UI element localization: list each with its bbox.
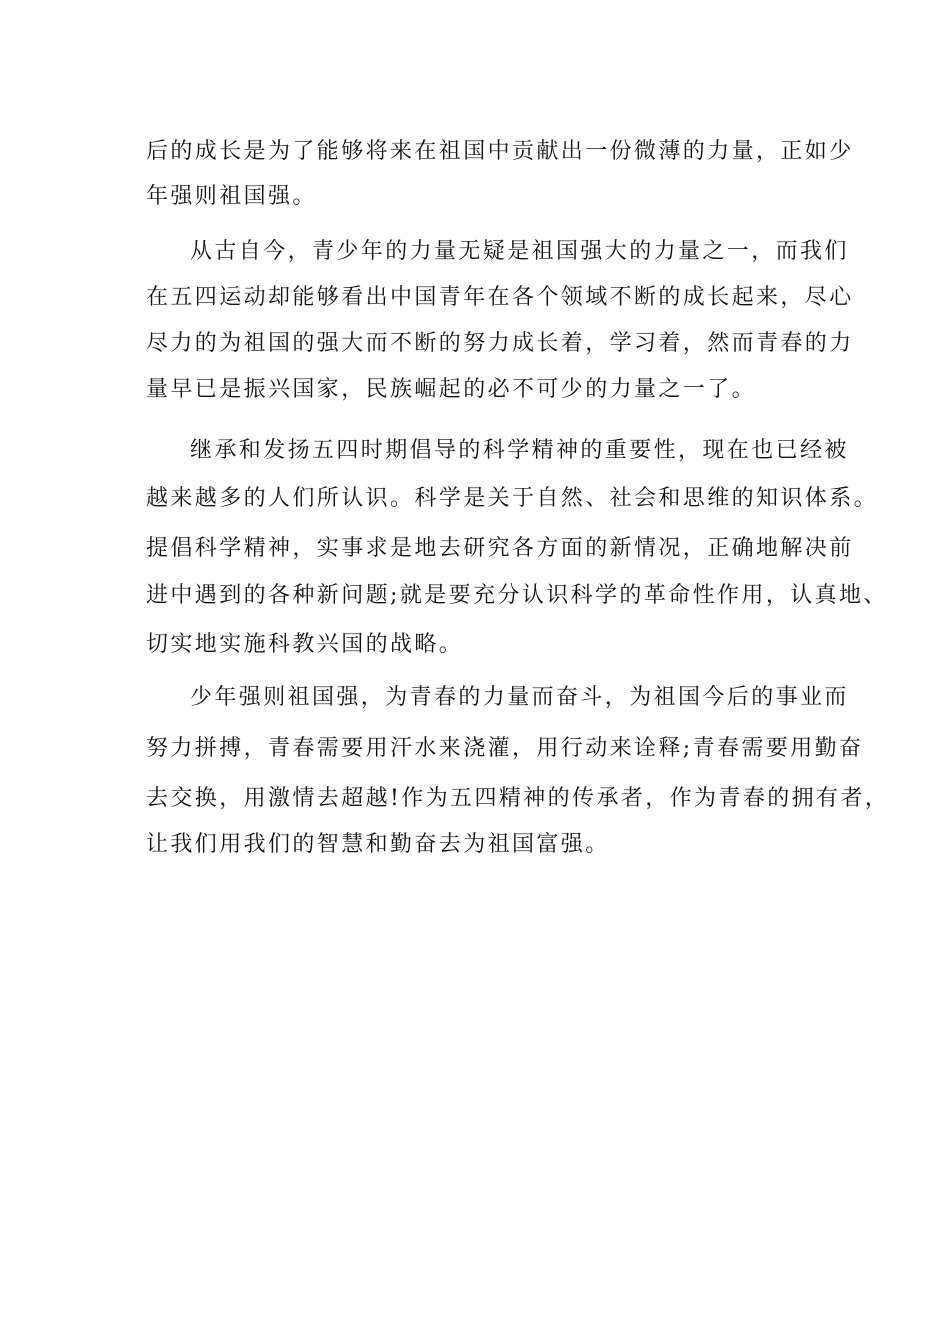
paragraph-start-line: 从古自今，青少年的力量无疑是祖国强大的力量之一，而我们 xyxy=(190,239,849,264)
text-line: 提倡科学精神，实事求是地去研究各方面的新情况，正确地解决前 xyxy=(146,536,854,561)
text-line: 后的成长是为了能够将来在祖国中贡献出一份微薄的力量，正如少 xyxy=(146,139,854,164)
text-line: 在五四运动却能够看出中国青年在各个领域不断的成长起来，尽心 xyxy=(146,285,854,310)
text-line: 去交换，用激情去超越!作为五四精神的传承者，作为青春的拥有者， xyxy=(146,786,890,811)
text-line: 切实地实施科教兴国的战略。 xyxy=(146,632,464,657)
text-line: 尽力的为祖国的强大而不断的努力成长着，学习着，然而青春的力 xyxy=(146,331,854,356)
text-line: 量早已是振兴国家，民族崛起的必不可少的力量之一了。 xyxy=(146,377,757,402)
text-line: 努力拼搏，青春需要用汗水来浇灌，用行动来诠释;青春需要用勤奋 xyxy=(146,736,864,761)
text-line: 年强则祖国强。 xyxy=(146,184,317,209)
paragraph-start-line: 少年强则祖国强，为青春的力量而奋斗，为祖国今后的事业而 xyxy=(190,685,849,710)
text-line: 让我们用我们的智慧和勤奋去为祖国富强。 xyxy=(146,832,610,857)
text-line: 进中遇到的各种新问题;就是要充分认识科学的革命性作用，认真地、 xyxy=(146,583,888,608)
paragraph-start-line: 继承和发扬五四时期倡导的科学精神的重要性，现在也已经被 xyxy=(190,438,849,463)
text-line: 越来越多的人们所认识。科学是关于自然、社会和思维的知识体系。 xyxy=(146,486,879,511)
